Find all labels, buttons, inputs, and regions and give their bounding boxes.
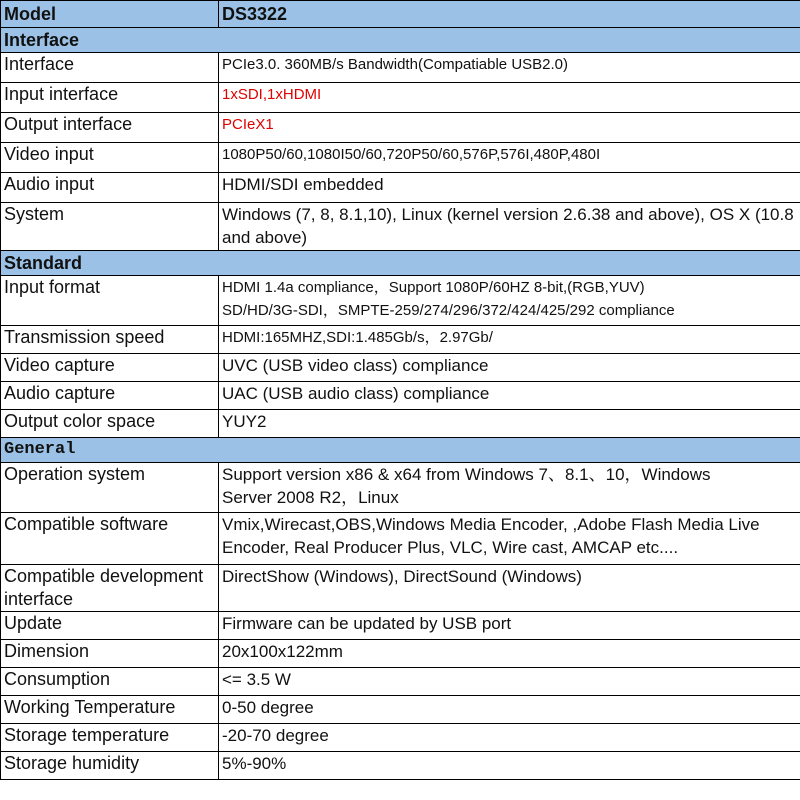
row-value: UVC (USB video class) compliance xyxy=(219,354,800,382)
row-value-line: Support version x86 & x64 from Windows 7、8.1、10，Windows xyxy=(222,465,711,484)
row-label: Video capture xyxy=(1,354,219,382)
table-row xyxy=(1,326,800,354)
table-row xyxy=(1,752,800,780)
row-value-line: Server 2008 R2，Linux xyxy=(222,488,399,507)
row-value: 0-50 degree xyxy=(219,696,800,724)
row-value: PCIeX1 xyxy=(219,113,800,143)
row-label: Dimension xyxy=(1,640,219,668)
section-title: Standard xyxy=(1,251,800,276)
model-header-row xyxy=(1,1,800,28)
row-value: 1xSDI,1xHDMI xyxy=(219,83,800,113)
row-value xyxy=(219,463,800,513)
section-title: General xyxy=(1,438,800,463)
row-value: DirectShow (Windows), DirectSound (Windows) xyxy=(219,565,800,612)
row-label: Storage humidity xyxy=(1,752,219,780)
table-row xyxy=(1,696,800,724)
section-standard xyxy=(1,251,800,276)
row-label: Input format xyxy=(1,276,219,326)
row-label: Transmission speed xyxy=(1,326,219,354)
row-label: Compatible development interface xyxy=(1,565,219,612)
table-row xyxy=(1,382,800,410)
table-row xyxy=(1,83,800,113)
table-row xyxy=(1,354,800,382)
table-row xyxy=(1,640,800,668)
row-value: PCIe3.0. 360MB/s Bandwidth(Compatiable USB2.0) xyxy=(219,53,800,83)
row-label: System xyxy=(1,203,219,251)
row-label: Output interface xyxy=(1,113,219,143)
section-title: Interface xyxy=(1,28,800,53)
table-row xyxy=(1,113,800,143)
model-value: DS3322 xyxy=(219,1,800,28)
table-row xyxy=(1,173,800,203)
row-value: HDMI:165MHZ,SDI:1.485Gb/s，2.97Gb/ xyxy=(219,326,800,354)
table-row xyxy=(1,463,800,513)
row-label: Video input xyxy=(1,143,219,173)
row-value: Windows (7, 8, 8.1,10), Linux (kernel version 2.6.38 and above), OS X (10.8 and above) xyxy=(219,203,800,251)
table-row xyxy=(1,276,800,326)
row-label: Interface xyxy=(1,53,219,83)
table-row xyxy=(1,565,800,612)
row-label: Storage temperature xyxy=(1,724,219,752)
row-label: Update xyxy=(1,612,219,640)
model-label: Model xyxy=(1,1,219,28)
row-label: Consumption xyxy=(1,668,219,696)
table-row xyxy=(1,724,800,752)
row-value: 20x100x122mm xyxy=(219,640,800,668)
section-general xyxy=(1,438,800,463)
row-label: Output color space xyxy=(1,410,219,438)
row-label: Compatible software xyxy=(1,513,219,565)
row-value: Firmware can be updated by USB port xyxy=(219,612,800,640)
row-value: -20-70 degree xyxy=(219,724,800,752)
table-row xyxy=(1,53,800,83)
row-value xyxy=(219,276,800,326)
table-row xyxy=(1,410,800,438)
row-label: Audio input xyxy=(1,173,219,203)
row-label: Working Temperature xyxy=(1,696,219,724)
table-row xyxy=(1,668,800,696)
row-value: <= 3.5 W xyxy=(219,668,800,696)
row-label: Input interface xyxy=(1,83,219,113)
row-value: 5%-90% xyxy=(219,752,800,780)
table-row xyxy=(1,612,800,640)
row-label: Operation system xyxy=(1,463,219,513)
table-row xyxy=(1,143,800,173)
row-value-line: HDMI 1.4a compliance，Support 1080P/60HZ 8-bit,(RGB,YUV) xyxy=(222,279,645,296)
table-row xyxy=(1,203,800,251)
row-value: UAC (USB audio class) compliance xyxy=(219,382,800,410)
row-value: YUY2 xyxy=(219,410,800,438)
table-row xyxy=(1,513,800,565)
row-value: HDMI/SDI embedded xyxy=(219,173,800,203)
row-value: 1080P50/60,1080I50/60,720P50/60,576P,576I,480P,480I xyxy=(219,143,800,173)
row-value: Vmix,Wirecast,OBS,Windows Media Encoder, ,Adobe Flash Media Live Encoder, Real Producer Plus, VLC, Wire cast, AMCAP etc.... xyxy=(219,513,800,565)
row-value-line: SD/HD/3G-SDI，SMPTE-259/274/296/372/424/425/292 compliance xyxy=(222,302,675,319)
section-interface xyxy=(1,28,800,53)
row-label: Audio capture xyxy=(1,382,219,410)
